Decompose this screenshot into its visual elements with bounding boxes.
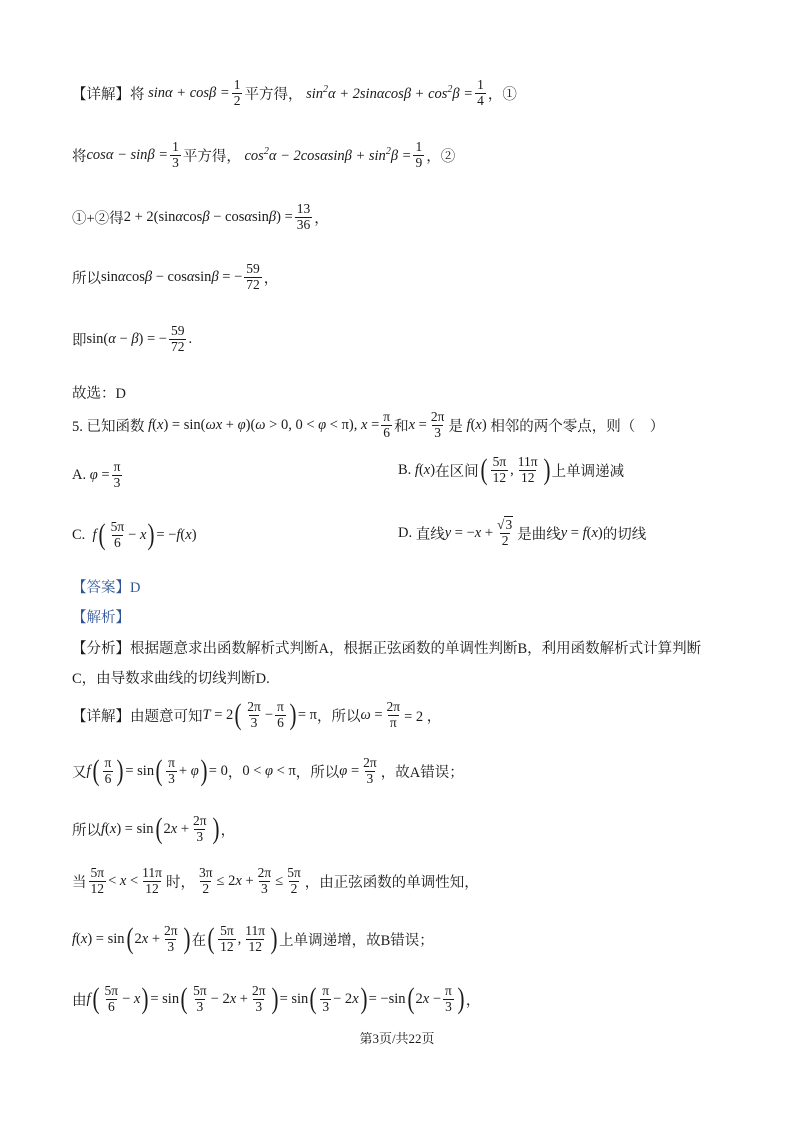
formula: sinαcosβ − cosαsinβ = − [101, 268, 243, 285]
text: ，故A错误； [380, 764, 464, 781]
formula: f(x) = sin [72, 930, 125, 947]
formula: = 0 [208, 762, 228, 779]
solution-line-5: 即 sin(α − β) = − $\frac{59}{72}$ . [72, 323, 193, 354]
detail-line-4: 当 $\frac{5\pi}{12}$ < x < $\frac{11\pi}{12}$ 时， $\frac{3\pi}{2}$ ≤ 2x + $\frac{2\pi}{3}$ ≤ $\frac{5\pi}{2}$ ，由正弦函数的单调性知， [72, 865, 479, 896]
formula: = −f(x) [156, 526, 197, 543]
option-d [398, 518, 646, 549]
formula: − x [128, 526, 147, 543]
analysis-heading [72, 606, 130, 627]
fraction: $\frac{2\pi}{\pi}$ [386, 699, 401, 730]
detail-line-6: 由 f ( $\frac{5\pi}{6}$ − x ) = sin ( $\frac{5\pi}{3}$ − 2x + $\frac{2\pi}{3}$ ) = sin ( $\frac{\pi}{3}$ − 2x ) = −sin ( 2x − $\frac{\pi}{3}$ ) ， [72, 982, 481, 1016]
answer-line [72, 576, 140, 597]
formula: $\cos^2\alpha - 2\cos\alpha\sin\beta + \sin^2\beta$ = [240, 145, 412, 164]
option-label: C. [72, 526, 86, 543]
option-label: A. [72, 466, 87, 483]
fraction: $\frac{5\pi}{12}$ [90, 865, 105, 896]
fraction: $\frac{13}{36}$ [296, 201, 311, 232]
solution-line-4: 所以 sinαcosβ − cosαsinβ = − $\frac{59}{72}$ ， [72, 261, 279, 292]
fraction: $\frac{2\pi}{3}$ [164, 923, 178, 954]
text: ，① [487, 86, 517, 103]
text: 上单调递减 [551, 463, 625, 480]
text: 将 [72, 148, 87, 165]
formula: − x [122, 990, 141, 1007]
text: 故选：D [72, 386, 126, 402]
text: ，所以 [295, 764, 340, 781]
formula: sinα + cosβ = [144, 84, 230, 101]
text: 上单调递增，故B错误； [279, 932, 434, 949]
fraction: $\frac{5\pi}{2}$ [287, 865, 301, 896]
fraction: $\frac{\pi}{3}$ [113, 459, 121, 490]
fraction: $\frac{11\pi}{12}$ [142, 865, 162, 896]
formula: f [92, 526, 97, 543]
fraction: $\frac{2\pi}{3}$ [257, 865, 272, 896]
formula: − 2x [333, 990, 359, 1007]
text: 的切线 [602, 526, 647, 543]
text: 由 [72, 992, 87, 1009]
formula: f [86, 990, 91, 1007]
fraction: $\frac{2\pi}{3}$ [247, 699, 261, 730]
solution-line-3: ①+②得 2 + 2(sinαcosβ − cosαsinβ) = $\frac{13}{36}$ ， [72, 201, 329, 232]
formula: = 2 ， [404, 708, 442, 725]
fraction: $\frac{59}{72}$ [170, 323, 185, 354]
text: 当 [72, 874, 87, 891]
fraction: $\frac{2\pi}{3}$ [430, 409, 445, 440]
answer-text: 【答案】D [72, 580, 141, 596]
text: ，② [426, 148, 456, 165]
formula: f(x) = sin [101, 820, 154, 837]
text: 在 [191, 932, 207, 949]
text: ， [227, 764, 243, 781]
formula: φ = [339, 762, 360, 779]
formula: < x < [108, 872, 139, 889]
fraction: $\frac{5\pi}{12}$ [220, 923, 234, 954]
formula: + φ [178, 762, 199, 779]
text: 时， [165, 874, 195, 891]
analysis-paragraph [72, 634, 722, 694]
fraction: $\frac{2\pi}{3}$ [363, 755, 377, 786]
text: ，由正弦函数的单调性知， [304, 874, 479, 891]
text: 和 [394, 418, 409, 435]
fraction: $\frac{5\pi}{3}$ [193, 983, 207, 1014]
analysis-head-text: 【解析】 [72, 610, 130, 626]
text: 直线 [415, 526, 445, 543]
fraction: $\frac{√3}{2}$ [497, 517, 513, 548]
formula: f [86, 762, 91, 779]
fraction: $\frac{5\pi}{6}$ [110, 519, 125, 550]
fraction: $\frac{1}{9}$ [415, 139, 423, 170]
text: 平方得， [182, 148, 241, 165]
fraction: $\frac{3\pi}{2}$ [198, 865, 213, 896]
text: ，所以 [316, 708, 361, 725]
text: 在区间 [435, 463, 479, 480]
formula: x = [408, 416, 427, 433]
fraction: $\frac{\pi}{6}$ [277, 699, 284, 730]
text: 平方得， [244, 86, 303, 103]
fraction: $\frac{1}{2}$ [233, 77, 241, 108]
formula: f(x) [466, 416, 491, 433]
formula: = −sin [368, 990, 406, 1007]
solution-line-2 [72, 140, 455, 171]
formula: 2x + [134, 930, 160, 947]
option-c: C. f ( $\frac{5\pi}{6}$ − x ) = −f(x) [72, 518, 197, 552]
formula: T = 2 [202, 706, 234, 723]
detail-line-5: f(x) = sin ( 2x + $\frac{2\pi}{3}$ ) 在 ( $\frac{5\pi}{12}$ , $\frac{11\pi}{12}$ ) 上单调递增，故B错误； [72, 922, 434, 956]
formula: sin(α − β) = − [86, 330, 167, 347]
fraction: $\frac{1}{4}$ [477, 77, 484, 108]
formula: f(x) [414, 461, 436, 478]
fraction: $\frac{11\pi}{12}$ [245, 923, 266, 954]
page-footer: 第3页/共22页 [359, 1031, 435, 1046]
text: 【详解】由题意可知 [72, 708, 203, 725]
text: ①+②得 [72, 210, 124, 227]
formula: 2 + 2(sinαcosβ − cosαsinβ) = [123, 208, 293, 225]
formula: f(x) = sin(ωx + φ)(ω > 0, 0 < φ < π), x = [148, 416, 380, 433]
fraction: $\frac{\pi}{3}$ [445, 983, 452, 1014]
fraction: $\frac{5\pi}{6}$ [104, 983, 119, 1014]
detail-line-2: 又 f ( $\frac{\pi}{6}$ ) = sin ( $\frac{\pi}{3}$ + φ ) = 0 ， 0 < φ < π ，所以 φ = $\frac{2\pi}{3}$ ，故A错误； [72, 754, 464, 788]
formula: = sin [279, 990, 309, 1007]
formula: = sin [125, 762, 155, 779]
detail-line-3: 所以 f(x) = sin ( 2x + $\frac{2\pi}{3}$ ) ， [72, 812, 236, 846]
option-a [72, 460, 124, 491]
formula: 2x + [163, 820, 189, 837]
question-5 [72, 410, 664, 441]
text: 又 [72, 764, 87, 781]
fraction: $\frac{\pi}{6}$ [383, 409, 391, 440]
text: 即 [72, 332, 87, 349]
formula: − 2x + [210, 990, 248, 1007]
solution-line-1 [72, 78, 517, 109]
formula: = sin [150, 990, 180, 1007]
fraction: $\frac{\pi}{3}$ [322, 983, 330, 1014]
text: 5. 已知函数 [72, 418, 145, 435]
fraction: $\frac{59}{72}$ [246, 261, 260, 292]
formula: ω = [360, 706, 383, 723]
formula: 0 < φ < π [242, 762, 296, 779]
formula: $\sin^2\alpha + 2\sin\alpha\cos\beta + \cos^2\beta$ = [302, 83, 474, 102]
fraction: $\frac{\pi}{6}$ [104, 755, 112, 786]
formula: y = −x + [444, 524, 494, 541]
formula: = π [297, 706, 317, 723]
formula: 2x − [415, 990, 442, 1007]
fraction: $\frac{11\pi}{12}$ [517, 454, 538, 485]
text: 所以 [72, 270, 101, 287]
option-label: D. [398, 524, 413, 541]
choice-line [72, 382, 126, 403]
option-label: B. [398, 461, 412, 478]
formula: y = f(x) [560, 524, 603, 541]
formula: φ = [89, 466, 110, 483]
detail-line-1: 【详解】由题意可知 T = 2 ( $\frac{2\pi}{3}$ − $\frac{\pi}{6}$ ) = π ，所以 ω = $\frac{2\pi}{\pi}$ = 2 ， [72, 698, 442, 732]
fraction: $\frac{1}{3}$ [172, 139, 179, 170]
text: 所以 [72, 822, 101, 839]
text: 是 [448, 418, 463, 435]
option-b: B. f(x) 在区间 ( $\frac{5\pi}{12}$ , $\frac{11\pi}{12}$ ) 上单调递减 [398, 453, 625, 487]
text: 【详解】将 [72, 86, 145, 103]
formula: ≤ 2x + [216, 872, 254, 889]
text: 相邻的两个零点，则（ ） [490, 418, 665, 435]
fraction: $\frac{2\pi}{3}$ [251, 983, 266, 1014]
fraction: $\frac{5\pi}{12}$ [492, 454, 507, 485]
fraction: $\frac{2\pi}{3}$ [193, 813, 207, 844]
formula: cosα − sinβ = [86, 146, 169, 163]
analysis-text: 【分析】根据题意求出函数解析式判断A，根据正弦函数的单调性判断B，利用函数解析式计算判断C，由导数求曲线的切线判断D. [72, 641, 702, 687]
text: 是曲线 [517, 526, 561, 543]
fraction: $\frac{\pi}{3}$ [168, 755, 175, 786]
